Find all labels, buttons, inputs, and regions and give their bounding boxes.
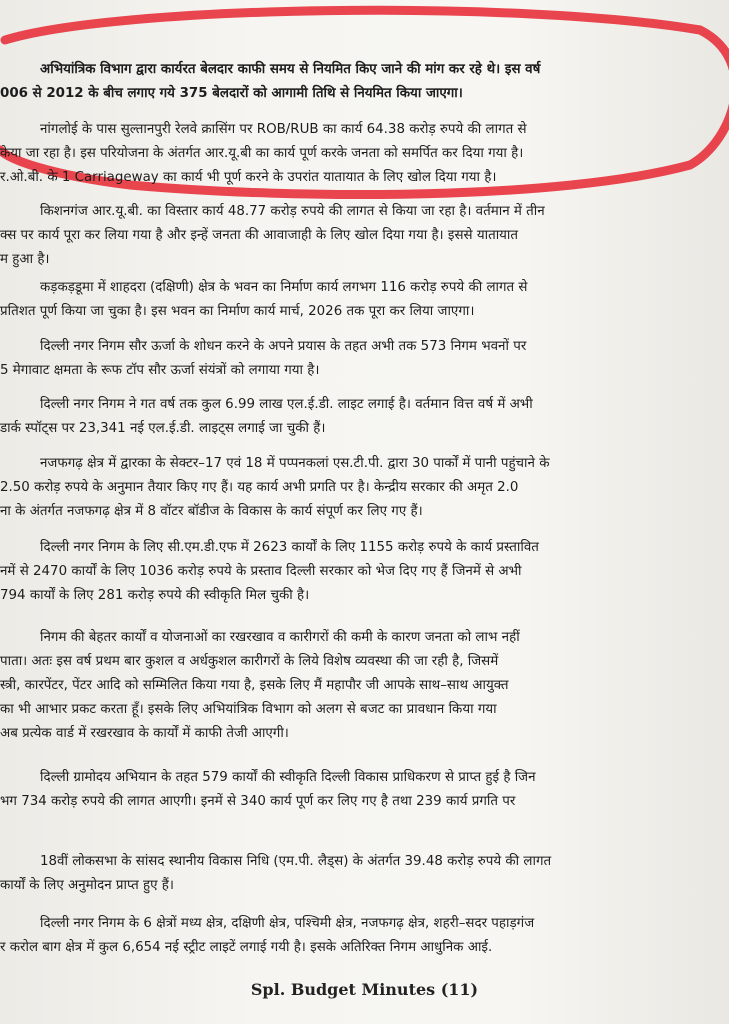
page-footer: Spl. Budget Minutes (11) [250, 980, 479, 999]
paragraph-line: 18वीं लोकसभा के सांसद स्थानीय विकास निधि (एम.पी. लैड्स) के अंतर्गत 39.48 करोड़ रुपये की लागत [40, 854, 552, 869]
paragraph-led-lights [0, 393, 700, 441]
paragraph-beldar-regularization [0, 58, 700, 106]
paragraph-line: अब प्रत्येक वार्ड में रखरखाव के कार्यों में काफी तेजी आएगी। [0, 726, 289, 741]
paragraph-line: कार्यों के लिए अनुमोदन प्राप्त हुए हैं। [0, 878, 174, 893]
paragraph-line: 2.50 करोड़ रुपये के अनुमान तैयार किए गए हैं। यह कार्य अभी प्रगति पर है। केन्द्रीय सरकार की अमृत 2.0 [0, 480, 519, 495]
paragraph-cmdf-works [0, 536, 700, 608]
paragraph-line: केया जा रहा है। इस परियोजना के अंतर्गत आर.यू.बी का कार्य पूर्ण करके जनता को समर्पित कर दिया गया है। [0, 146, 524, 161]
paragraph-line: दिल्ली ग्रामोदय अभियान के तहत 579 कार्यों की स्वीकृति दिल्ली विकास प्राधिकरण से प्राप्त हुई है जिन [40, 770, 536, 785]
paragraph-line: र.ओ.बी. के 1 Carriageway का कार्य भी पूर्ण करने के उपरांत यातायात के लिए खोल दिया गया है। [0, 170, 497, 185]
paragraph-kishanganj-rub [0, 200, 700, 272]
paragraph-line: निगम की बेहतर कार्यों व योजनाओं का रखरखाव व कारीगरों की कमी के कारण जनता को लाभ नहीं [40, 630, 520, 645]
paragraph-line: 5 मेगावाट क्षमता के रूफ टॉप सौर ऊर्जा संयंत्रों को लगाया गया है। [0, 363, 320, 378]
paragraph-line: कड़कड़डूमा में शाहदरा (दक्षिणी) क्षेत्र के भवन का निर्माण कार्य लगभग 116 करोड़ रुपये की लागत से [40, 280, 528, 295]
paragraph-line: नजफगढ़ क्षेत्र में द्वारका के सेक्टर–17 एवं 18 में पप्पनकलां एस.टी.पी. द्वारा 30 पार्कों में पानी पहुंचाने के [40, 456, 550, 471]
paragraph-line: दिल्ली नगर निगम के 6 क्षेत्रों मध्य क्षेत्र, दक्षिणी क्षेत्र, पश्चिमी क्षेत्र, नजफगढ़ क्षेत्र, शहरी–सदर पहाड़गंज [40, 916, 535, 931]
paragraph-line: भग 734 करोड़ रुपये की लागत आएगी। इनमें से 340 कार्य पूर्ण कर लिए गए है तथा 239 कार्य प्रगति पर [0, 794, 516, 809]
paragraph-line: दिल्ली नगर निगम ने गत वर्ष तक कुल 6.99 लाख एल.ई.डी. लाइट लगाई है। वर्तमान वित्त वर्ष में अभी [40, 397, 533, 412]
paragraph-line: दिल्ली नगर निगम सौर ऊर्जा के शोधन करने के अपने प्रयास के तहत अभी तक 573 निगम भवनों पर [40, 339, 527, 354]
paragraph-solar-energy [0, 335, 700, 383]
paragraph-maintenance-workers [0, 626, 700, 746]
paragraph-line: किशनगंज आर.यू.बी. का विस्तार कार्य 48.77 करोड़ रुपये की लागत से किया जा रहा है। वर्तमान में तीन [40, 204, 545, 219]
paragraph-line: नांगलोई के पास सुल्तानपुरी रेलवे क्रासिंग पर ROB/RUB का कार्य 64.38 करोड़ रुपये की लागत से [40, 122, 527, 137]
paragraph-line: स्त्री, कारपेंटर, पेंटर आदि को सम्मिलित किया गया है, इसके लिए मैं महापौर जी आपके साथ–साथ आयुक्त [0, 678, 509, 693]
paragraph-shahdara-building [0, 276, 700, 324]
paragraph-najafgarh-water [0, 452, 700, 524]
paragraph-line: क्स पर कार्य पूरा कर लिया गया है और इन्हें जनता की आवाजाही के लिए खोल दिया गया है। इससे यातायात [0, 228, 519, 243]
paragraph-sultanpuri-rob [0, 118, 700, 190]
paragraph-line: र करोल बाग क्षेत्र में कुल 6,654 नई स्ट्रीट लाइटें लगाई गयी है। इसके अतिरिक्त निगम आधुनिक आई. [0, 940, 493, 955]
paragraph-mplads [0, 850, 700, 898]
paragraph-street-lights [0, 912, 700, 960]
paragraph-line: म हुआ है। [0, 252, 50, 267]
paragraph-line: डार्क स्पॉट्स पर 23,341 नई एल.ई.डी. लाइट्स लगाई जा चुकी हैं। [0, 421, 326, 436]
paragraph-line: ना के अंतर्गत नजफगढ़ क्षेत्र में 8 वॉटर बॉडीज के विकास के कार्य संपूर्ण कर लिए गए हैं। [0, 504, 423, 519]
paragraph-line: प्रतिशत पूर्ण किया जा चुका है। इस भवन का निर्माण कार्य मार्च, 2026 तक पूरा कर लिया जाएगा। [0, 304, 475, 319]
paragraph-line: दिल्ली नगर निगम के लिए सी.एम.डी.एफ में 2623 कार्यों के लिए 1155 करोड़ रुपये के कार्य प्रस्तावित [40, 540, 539, 555]
paragraph-line: नमें से 2470 कार्यों के लिए 1036 करोड़ रुपये के प्रस्ताव दिल्ली सरकार को भेज दिए गए हैं जिनमें से अभी [0, 564, 522, 579]
paragraph-line: 794 कार्यों के लिए 281 करोड़ रुपये की स्वीकृति मिल चुकी है। [0, 588, 310, 603]
paragraph-line: पाता। अतः इस वर्ष प्रथम बार कुशल व अर्धकुशल कारीगरों के लिये विशेष व्यवस्था की जा रही है, जिसमें [0, 654, 499, 669]
paragraph-line: का भी आभार प्रकट करता हूँ। इसके लिए अभियांत्रिक विभाग को अलग से बजट का प्रावधान किया गया [0, 702, 497, 717]
paragraph-line: अभियांत्रिक विभाग द्वारा कार्यरत बेलदार काफी समय से नियमित किए जाने की मांग कर रहे थे। इस वर्ष [40, 62, 541, 77]
paragraph-gramodaya [0, 766, 700, 814]
paragraph-line: 006 से 2012 के बीच लगाए गये 375 बेलदारों को आगामी तिथि से नियमित किया जाएगा। [0, 86, 463, 101]
